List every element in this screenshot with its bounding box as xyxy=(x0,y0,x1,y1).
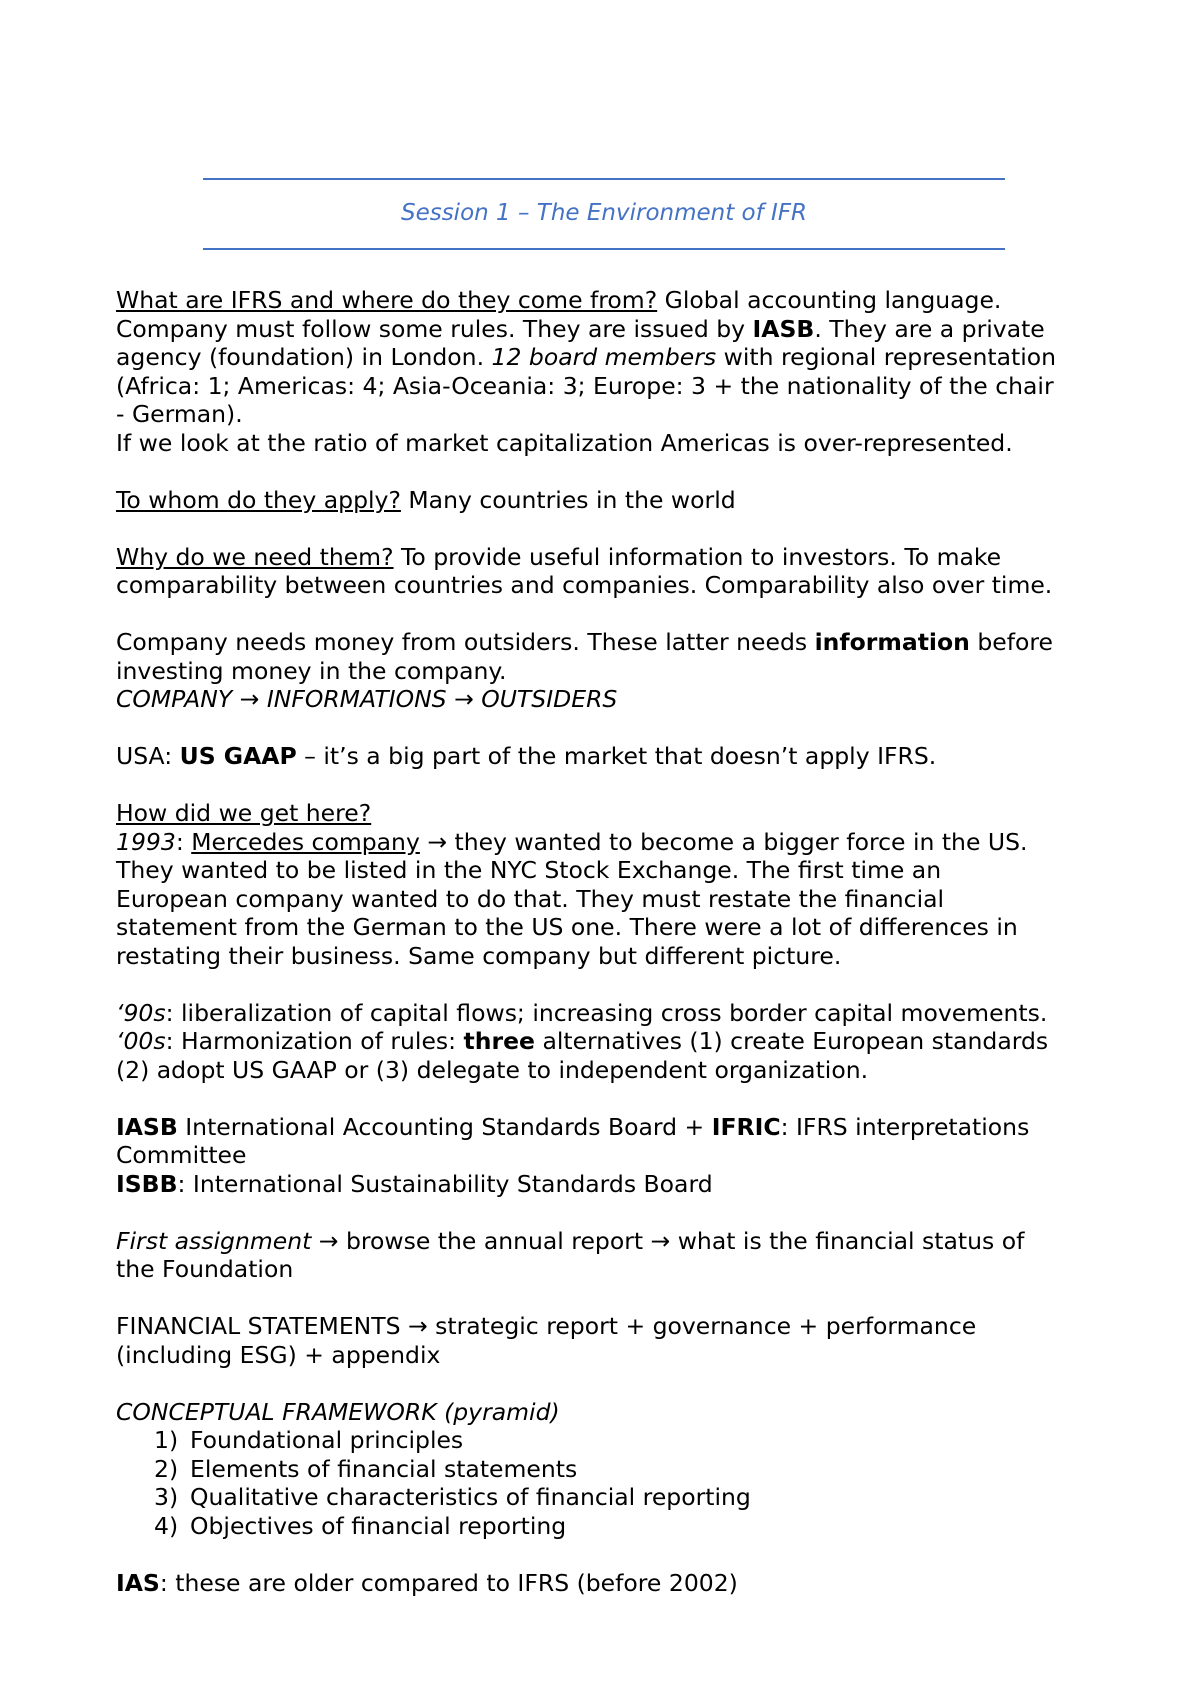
text-span: : liberalization of capital flows; increasing cross border capital movements. xyxy=(165,998,1048,1027)
paragraph-line xyxy=(116,1113,1106,1142)
page-title: Session 1 – The Environment of IFR xyxy=(400,200,808,226)
answer-text: Global accounting language. xyxy=(657,286,1002,314)
answer-text: To provide useful information to investors. To make xyxy=(393,542,1002,571)
paragraph-line xyxy=(116,486,1106,515)
title-top-rule xyxy=(203,178,1005,180)
paragraph-line xyxy=(116,628,1106,657)
list-item xyxy=(116,1426,1106,1455)
paragraph-line: European company wanted to do that. They must restate the financial xyxy=(116,884,945,913)
question-text: How did we get here? xyxy=(116,799,372,827)
bold-text: US GAAP xyxy=(179,742,297,770)
text-span: USA: xyxy=(116,742,180,770)
paragraph-line xyxy=(116,742,1106,771)
text-span: before xyxy=(969,628,1053,656)
text-span: : these are older compared to IFRS (before 2002) xyxy=(159,1568,738,1597)
paragraph-line: statement from the German to the US one. There were a lot of differences in xyxy=(116,913,1018,941)
paragraph-line: FINANCIAL STATEMENTS → strategic report + governance + performance xyxy=(116,1312,977,1340)
paragraph-line xyxy=(116,1569,1106,1598)
text-span: → they wanted to become a bigger force in the US. xyxy=(419,827,1028,856)
answer-text: Many countries in the world xyxy=(400,485,736,514)
italic-text: 1993 xyxy=(116,827,176,856)
paragraph-line: investing money in the company. xyxy=(116,656,507,685)
list-number: 4) xyxy=(154,1511,179,1540)
paragraph-gap xyxy=(116,1284,1106,1313)
bold-text: IFRIC xyxy=(711,1112,781,1141)
paragraph-gap xyxy=(116,1369,1106,1398)
bold-text: information xyxy=(814,628,970,656)
text-span: . They are a private xyxy=(814,314,1045,343)
text-span: International Accounting Standards Board + xyxy=(177,1112,712,1141)
list-text: Foundational principles xyxy=(190,1426,464,1454)
text-span: with regional representation xyxy=(716,343,1057,371)
list-item xyxy=(116,1512,1106,1541)
text-span: : International Sustainability Standards Board xyxy=(177,1169,713,1198)
paragraph-line xyxy=(116,1227,1106,1256)
list-item xyxy=(116,1455,1106,1484)
italic-text: ‘00s xyxy=(116,1027,166,1055)
list-number: 3) xyxy=(154,1483,179,1511)
paragraph-line: If we look at the ratio of market capitalization Americas is over-represented. xyxy=(116,428,1013,457)
paragraph-line: - German). xyxy=(116,400,243,428)
section-heading: CONCEPTUAL FRAMEWORK (pyramid) xyxy=(116,1397,560,1426)
paragraph-line: the Foundation xyxy=(116,1255,294,1283)
paragraph-line xyxy=(116,543,1106,572)
paragraph-line xyxy=(116,343,1106,372)
paragraph-gap xyxy=(116,714,1106,743)
italic-text: 12 board members xyxy=(491,343,717,371)
paragraph-gap xyxy=(116,970,1106,999)
text-span: agency (foundation) in London. xyxy=(116,343,492,371)
list-number: 1) xyxy=(154,1426,179,1454)
paragraph-line: restating their business. Same company but different picture. xyxy=(116,941,842,970)
bold-text: IAS xyxy=(116,1568,160,1597)
text-span: : Harmonization of rules: xyxy=(165,1027,464,1055)
paragraph-line: comparability between countries and companies. Comparability also over time. xyxy=(116,571,1053,599)
paragraph-line xyxy=(116,828,1106,857)
paragraph-gap xyxy=(116,1540,1106,1569)
paragraph-gap xyxy=(116,1198,1106,1227)
list-text: Elements of financial statements xyxy=(190,1454,578,1483)
text-span: Company needs money from outsiders. These latter needs xyxy=(116,628,815,656)
question-text: To whom do they apply? xyxy=(116,485,401,514)
title-bottom-rule xyxy=(203,248,1005,250)
text-span: – it’s a big part of the market that doesn’t apply IFRS. xyxy=(296,742,937,770)
text-span: alternatives (1) create European standards xyxy=(534,1027,1049,1055)
paragraph-line xyxy=(116,1170,1106,1199)
text-span: Company must follow some rules. They are issued by xyxy=(116,314,753,343)
paragraph-gap xyxy=(116,1084,1106,1113)
paragraph-gap xyxy=(116,771,1106,800)
paragraph-line xyxy=(116,286,1106,315)
paragraph-line: (including ESG) + appendix xyxy=(116,1340,441,1369)
list-text: Qualitative characteristics of financial reporting xyxy=(190,1483,751,1511)
bold-text: ISBB xyxy=(116,1169,178,1198)
bold-text: IASB xyxy=(752,314,815,343)
paragraph-line xyxy=(116,999,1106,1028)
italic-text: First assignment xyxy=(116,1226,312,1255)
paragraph-line: (Africa: 1; Americas: 4; Asia-Oceania: 3; Europe: 3 + the nationality of the chair xyxy=(116,371,1054,400)
paragraph-line: (2) adopt US GAAP or (3) delegate to independent organization. xyxy=(116,1055,869,1084)
bold-text: IASB xyxy=(116,1112,178,1141)
underlined-text: Mercedes company xyxy=(191,827,420,856)
paragraph-line xyxy=(116,1027,1106,1056)
paragraph-line: They wanted to be listed in the NYC Stock Exchange. The first time an xyxy=(116,856,942,884)
paragraph-gap xyxy=(116,457,1106,486)
text-span: → browse the annual report → what is the financial status of xyxy=(311,1226,1025,1255)
paragraph-gap xyxy=(116,514,1106,543)
text-span: : xyxy=(175,827,192,856)
paragraph-gap xyxy=(116,600,1106,629)
list-number: 2) xyxy=(154,1454,179,1483)
bold-text: three xyxy=(463,1027,535,1055)
italic-text: ‘90s xyxy=(116,998,166,1027)
question-text: Why do we need them? xyxy=(116,542,394,571)
paragraph-line: Committee xyxy=(116,1141,247,1169)
paragraph-line xyxy=(116,315,1106,344)
text-span: : IFRS interpretations xyxy=(780,1112,1030,1141)
list-item xyxy=(116,1483,1106,1512)
document-body xyxy=(116,286,1106,1597)
question-text: What are IFRS and where do they come from? xyxy=(116,286,658,314)
list-text: Objectives of financial reporting xyxy=(190,1511,567,1540)
flow-line: COMPANY → INFORMATIONS → OUTSIDERS xyxy=(116,685,618,713)
